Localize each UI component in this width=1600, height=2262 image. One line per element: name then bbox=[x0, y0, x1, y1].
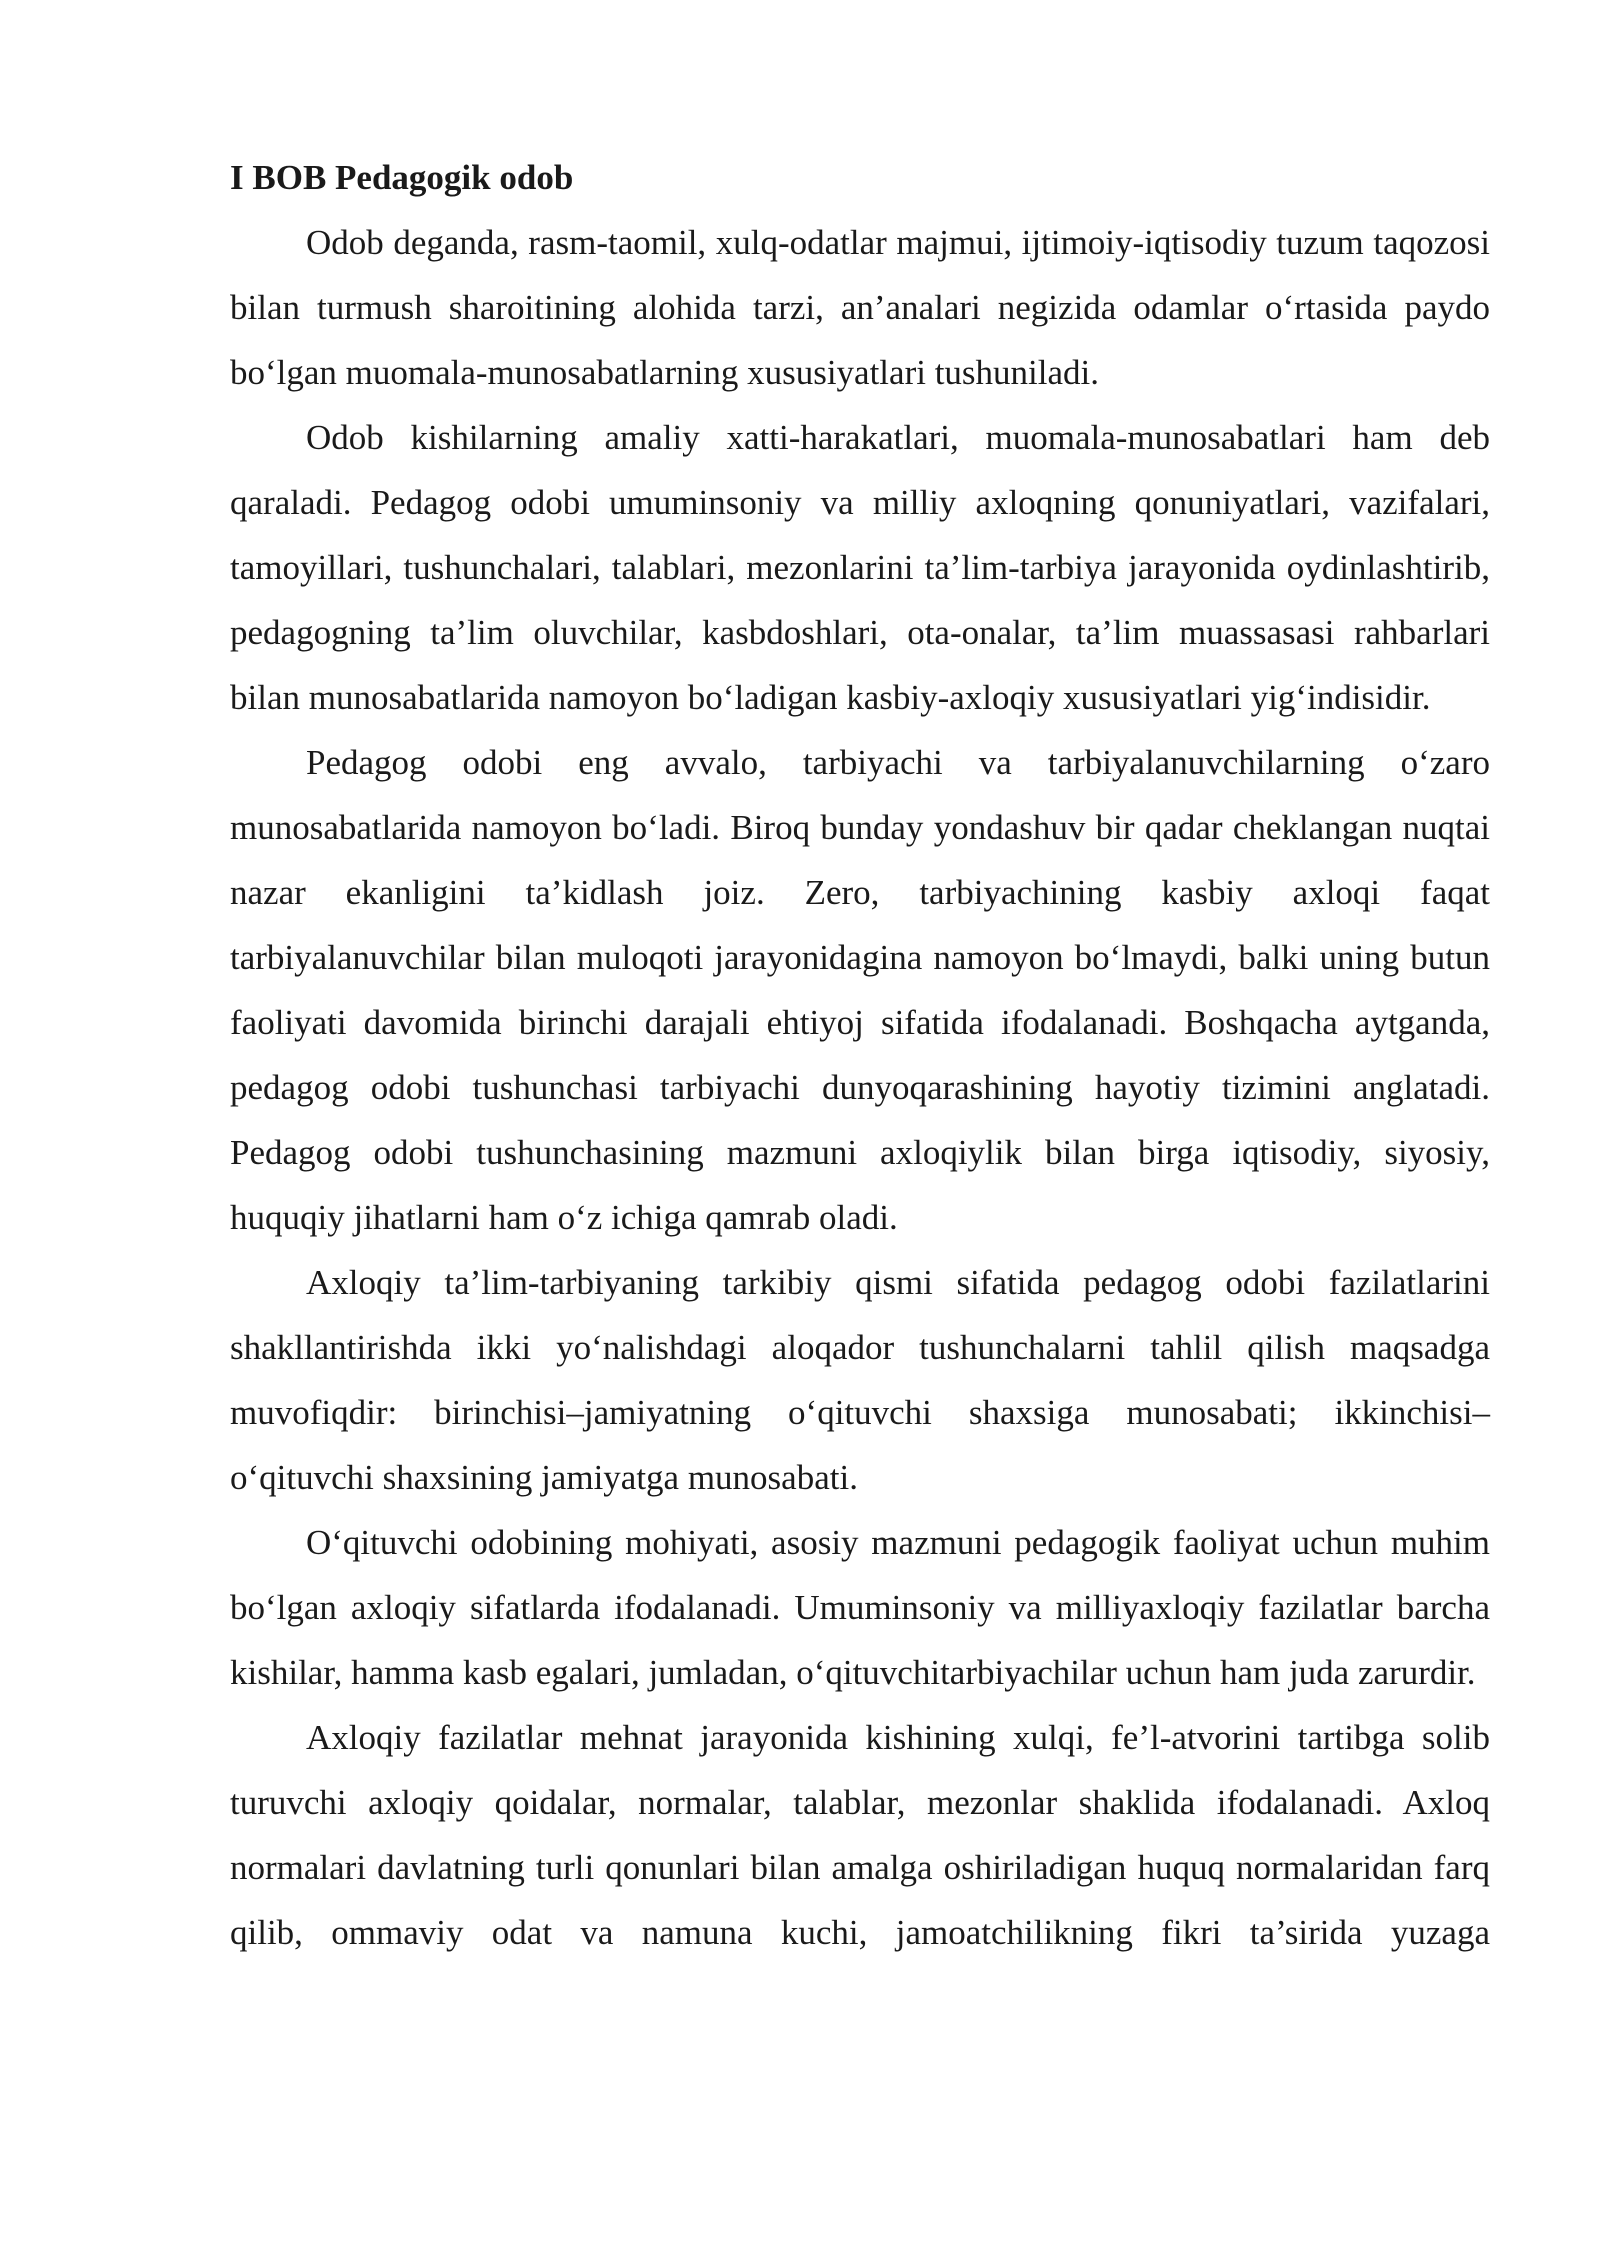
chapter-heading: I BOB Pedagogik odob bbox=[230, 158, 574, 197]
paragraph-1: Odob deganda, rasm-taomil, xulq-odatlar majmui, ijtimoiy-iqtisodiy tuzum taqozosi bilan turmush sharoitining alohida tarzi, an’analari negizida odamlar o‘rtasida paydo bo‘lgan muomala-munosabatlarning xususiyatlari tushuniladi. bbox=[230, 223, 1490, 392]
document-body bbox=[230, 145, 1490, 1965]
paragraph-5: O‘qituvchi odobining mohiyati, asosiy mazmuni pedagogik faoliyat uchun muhim bo‘lgan axloqiy sifatlarda ifodalanadi. Umuminsoniy va milliyaxloqiy fazilatlar barcha kishilar, hamma kasb egalari, jumladan, o‘qituvchitarbiyachilar uchun ham juda zarurdir. bbox=[230, 1523, 1490, 1692]
paragraph-4: Axloqiy ta’lim-tarbiyaning tarkibiy qismi sifatida pedagog odobi fazilatlarini shakllantirishda ikki yo‘nalishdagi aloqador tushunchalarni tahlil qilish maqsadga muvofiqdir: birinchisi–jamiyatning o‘qituvchi shaxsiga munosabati; ikkinchisi–o‘qituvchi shaxsining jamiyatga munosabati. bbox=[230, 1263, 1490, 1497]
paragraph-6: Axloqiy fazilatlar mehnat jarayonida kishining xulqi, fe’l-atvorini tartibga solib turuvchi axloqiy qoidalar, normalar, talablar, mezonlar shaklida ifodalanadi. Axloq normalari davlatning turli qonunlari bilan amalga oshiriladigan huquq normalaridan farq qilib, ommaviy odat va namuna kuchi, jamoatchilikning fikri ta’sirida yuzaga bbox=[230, 1718, 1490, 1952]
paragraph-2: Odob kishilarning amaliy xatti-harakatlari, muomala-munosabatlari ham deb qaraladi. Pedagog odobi umuminsoniy va milliy axloqning qonuniyatlari, vazifalari, tamoyillari, tushunchalari, talablari, mezonlarini ta’lim-tarbiya jarayonida oydinlashtirib, pedagogning ta’lim oluvchilar, kasbdoshlari, ota-onalar, ta’lim muassasasi rahbarlari bilan munosabatlarida namoyon bo‘ladigan kasbiy-axloqiy xususiyatlari yig‘indisidir. bbox=[230, 418, 1490, 717]
paragraph-3: Pedagog odobi eng avvalo, tarbiyachi va tarbiyalanuvchilarning o‘zaro munosabatlarida namoyon bo‘ladi. Biroq bunday yondashuv bir qadar cheklangan nuqtai nazar ekanligini ta’kidlash joiz. Zero, tarbiyachining kasbiy axloqi faqat tarbiyalanuvchilar bilan muloqoti jarayonidagina namoyon bo‘lmaydi, balki uning butun faoliyati davomida birinchi darajali ehtiyoj sifatida ifodalanadi. Boshqacha aytganda, pedagog odobi tushunchasi tarbiyachi dunyoqarashining hayotiy tizimini anglatadi. Pedagog odobi tushunchasining mazmuni axloqiylik bilan birga iqtisodiy, siyosiy, huquqiy jihatlarni ham o‘z ichiga qamrab oladi. bbox=[230, 743, 1490, 1237]
